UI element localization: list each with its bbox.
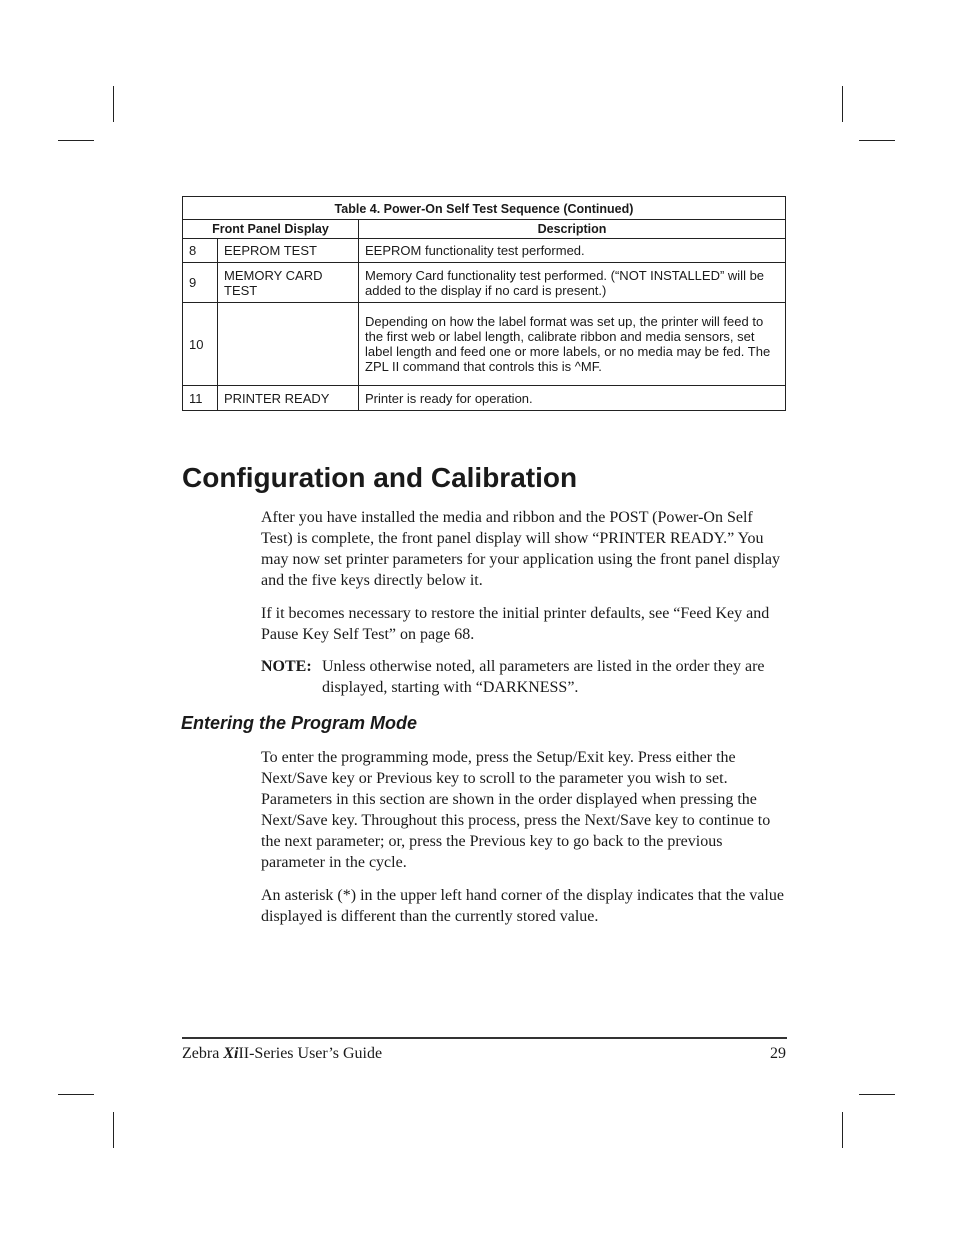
step-description: Memory Card functionality test performed. (“NOT INSTALLED” will be added to the display if no card is present.): [359, 263, 786, 303]
step-description: EEPROM functionality test performed.: [359, 239, 786, 263]
column-header-display: Front Panel Display: [183, 220, 359, 239]
crop-mark: [859, 1094, 895, 1095]
step-number: 11: [183, 386, 218, 411]
footer-brand: Zebra: [182, 1045, 224, 1062]
page-number: 29: [770, 1045, 786, 1062]
table-caption: Table 4. Power-On Self Test Sequence (Continued): [183, 197, 786, 220]
step-number: 8: [183, 239, 218, 263]
section-heading: Configuration and Calibration: [182, 462, 578, 493]
panel-display: [218, 303, 359, 386]
panel-display: EEPROM TEST: [218, 239, 359, 263]
subsection-heading: Entering the Program Mode: [181, 713, 418, 733]
table-row: [183, 386, 786, 411]
panel-display: MEMORY CARD TEST: [218, 263, 359, 303]
body-paragraph: To enter the programming mode, press the Setup/Exit key. Press either the Next/Save key or Previous key to scroll to the parameter you wish to set. Parameters in this section are shown in the order displayed when pressing the Next/Save key. Throughout this process, press the Next/Save key to continue to the next parameter; or, press the Previous key to go back to the previous parameter in the cycle.: [261, 749, 771, 871]
crop-mark: [113, 1112, 114, 1148]
step-description: Depending on how the label format was set up, the printer will feed to the first web or label length, calibrate ribbon and media sensors, set label length and feed one or more labels, or no media may be fed. The ZPL II command that controls this is ^MF.: [359, 303, 786, 386]
column-header-description: Description: [359, 220, 786, 239]
footer-model: Xi: [223, 1045, 239, 1062]
crop-mark: [842, 86, 843, 122]
step-number: 9: [183, 263, 218, 303]
footer-rule: [182, 1037, 787, 1039]
note-label: NOTE:: [261, 658, 312, 675]
footer-title: [182, 1045, 382, 1063]
post-table: [182, 196, 786, 411]
step-description: Printer is ready for operation.: [359, 386, 786, 411]
body-paragraph: After you have installed the media and ribbon and the POST (Power-On Self Test) is complete, the front panel display will show “PRINTER READY.” You may now set printer parameters for your application using the front panel display and the five keys directly below it.: [261, 509, 780, 589]
note-block: [261, 656, 786, 698]
note-text: Unless otherwise noted, all parameters are listed in the order they are displayed, starting with “DARKNESS”.: [322, 658, 765, 696]
crop-mark: [859, 140, 895, 141]
step-number: 10: [183, 303, 218, 386]
body-paragraph: If it becomes necessary to restore the initial printer defaults, see “Feed Key and Pause Key Self Test” on page 68.: [261, 605, 770, 643]
table-row: [183, 239, 786, 263]
crop-mark: [113, 86, 114, 122]
crop-mark: [58, 1094, 94, 1095]
footer-guide-title: II-Series User’s Guide: [238, 1045, 383, 1062]
table-row: [183, 303, 786, 386]
crop-mark: [58, 140, 94, 141]
body-paragraph: An asterisk (*) in the upper left hand corner of the display indicates that the value displayed is different than the currently stored value.: [261, 887, 784, 925]
table-row: [183, 263, 786, 303]
crop-mark: [842, 1112, 843, 1148]
panel-display: PRINTER READY: [218, 386, 359, 411]
